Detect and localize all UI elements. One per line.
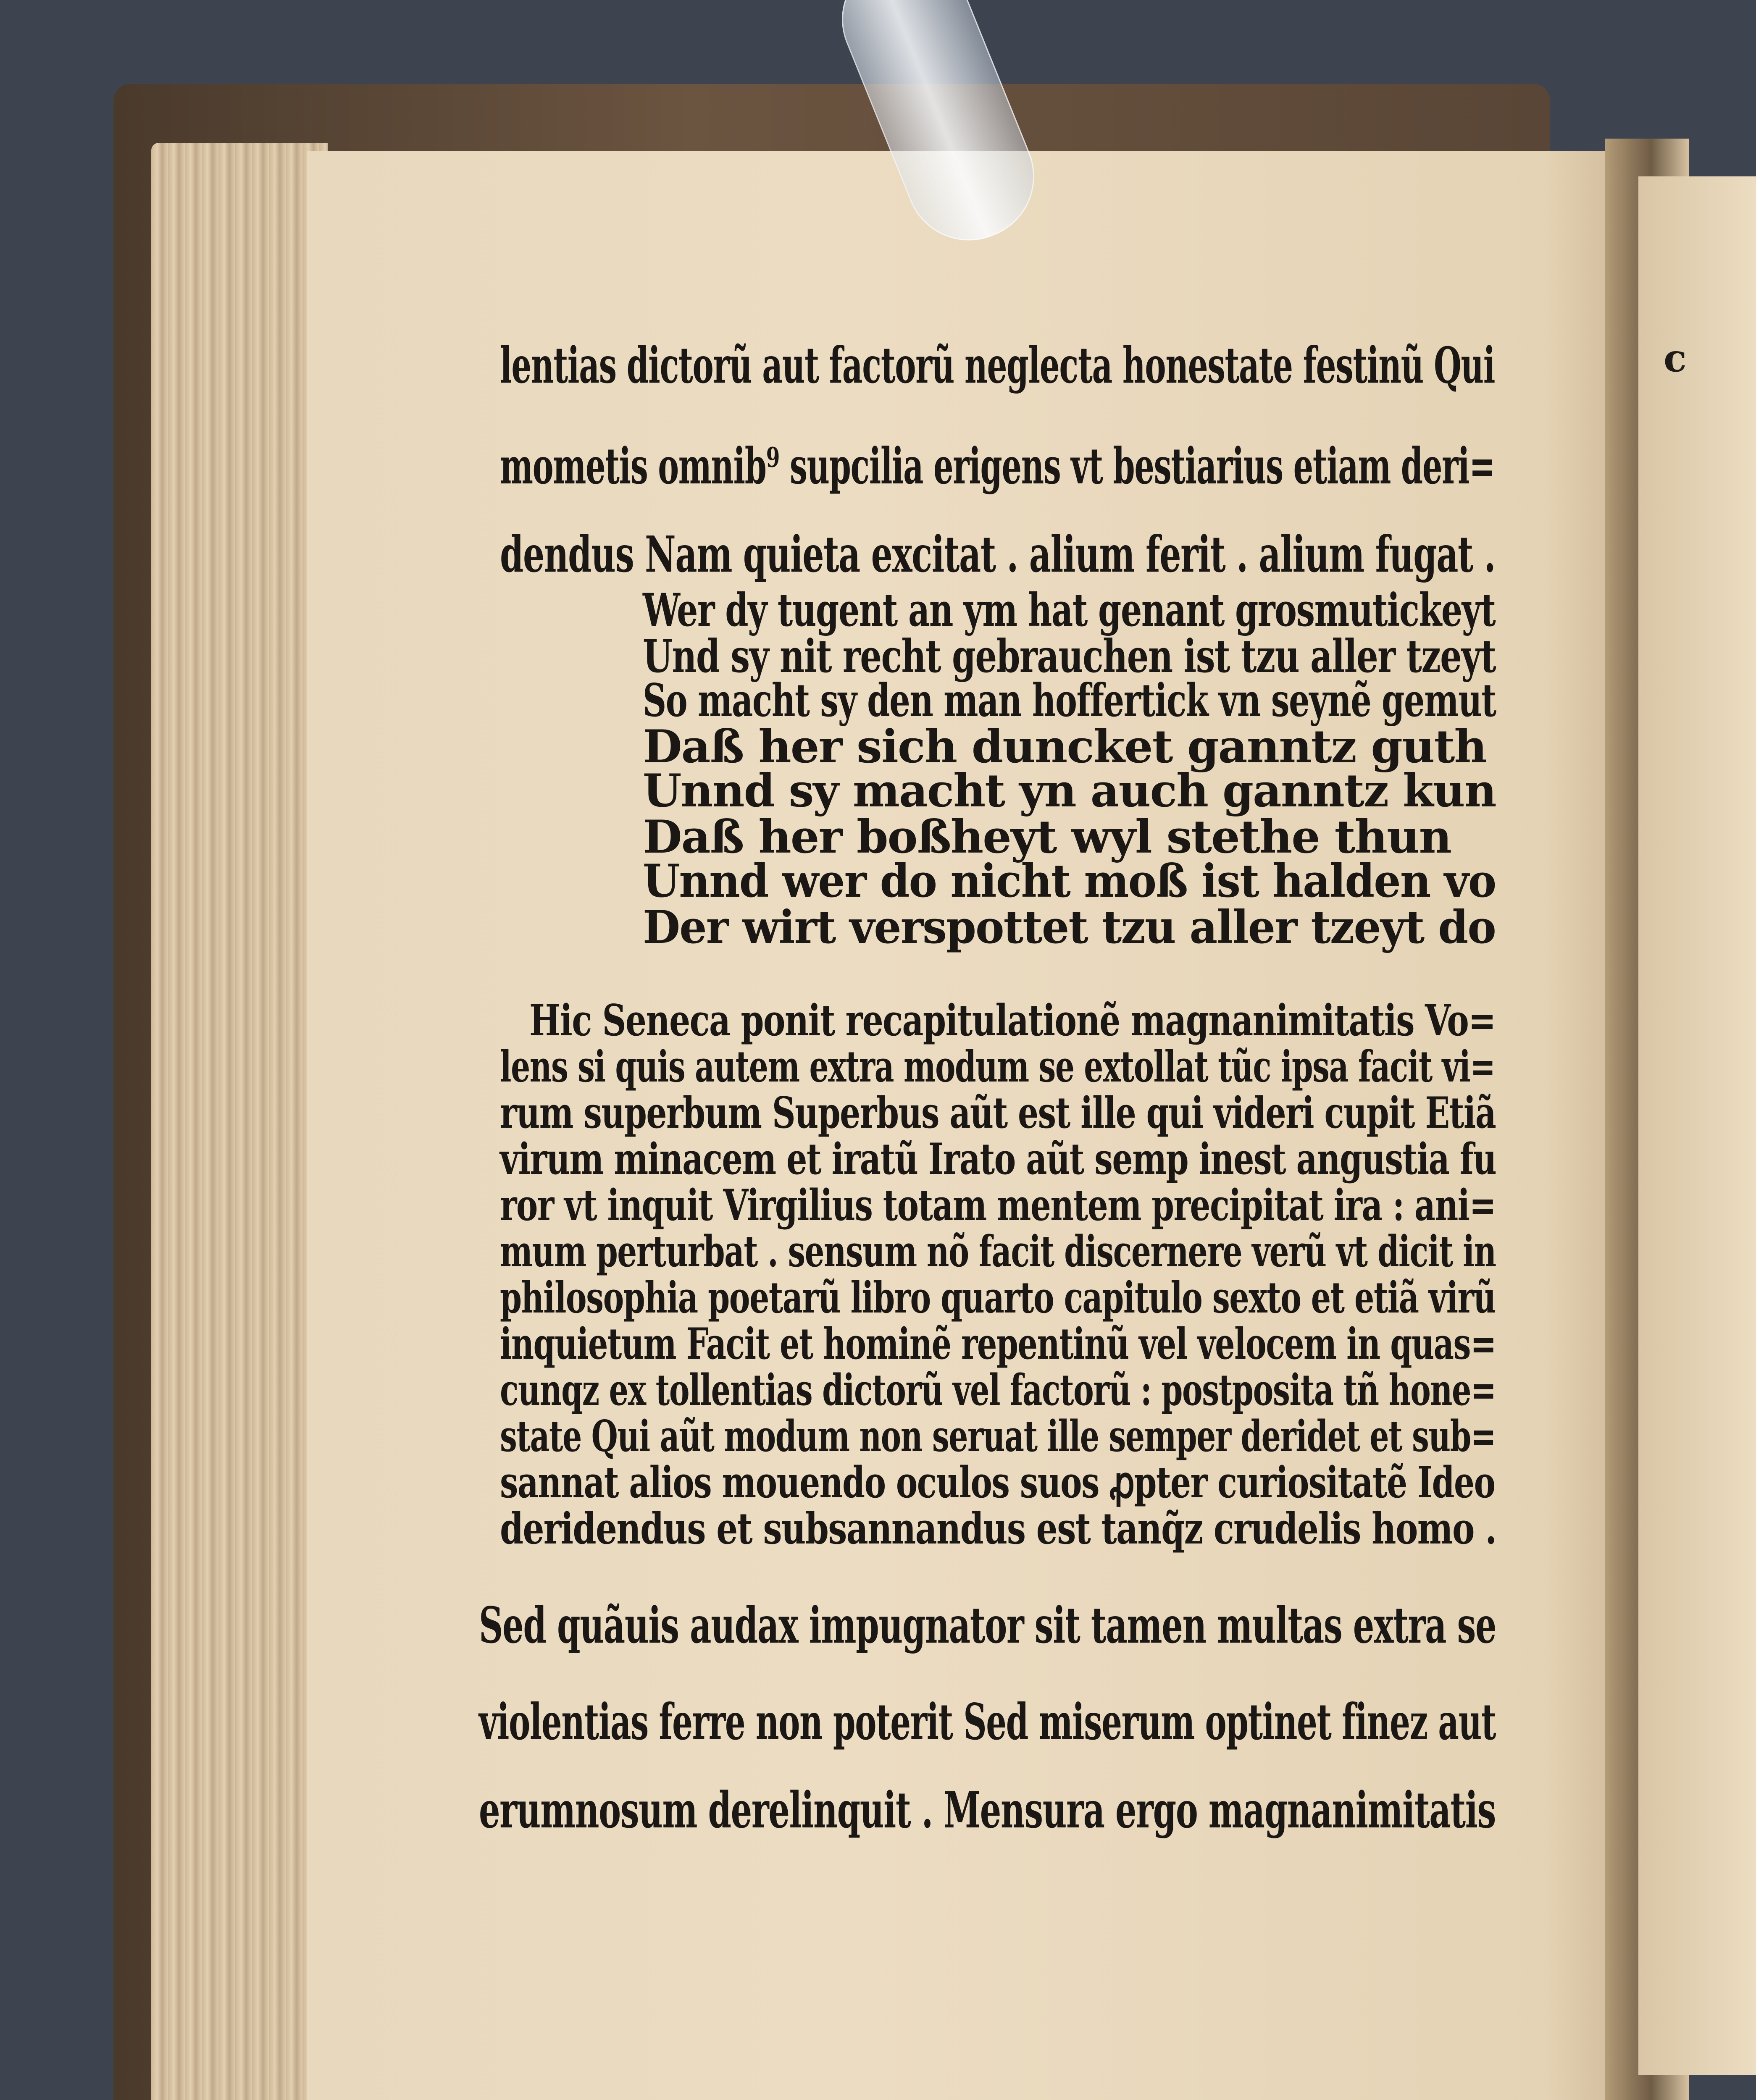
verse-line: Und sy nit recht gebrauchen ist tzu aller tzeyt [643, 630, 1496, 683]
text-line: erumnosum derelinquit . Mensura ergo magnanimitatis [479, 1781, 1496, 1839]
commentary-line: lens si quis autem extra modum se extollat tũc ipsa facit vi= [500, 1042, 1495, 1092]
commentary-line: deridendus et subsannandus est tanq̃z crudelis homo . [500, 1504, 1496, 1554]
commentary-line: sannat alios mouendo oculos suos ꝓpter curiositatẽ Ideo [500, 1457, 1495, 1508]
text-line: violentias ferre non poterit Sed miserum optinet finez aut [479, 1693, 1496, 1751]
commentary-line: mum perturbat . sensum nõ facit discernere verũ vt dicit in [500, 1226, 1496, 1277]
verse-line: Daß her boßheyt wyl stethe thun [643, 811, 1451, 864]
right-page [1638, 176, 1756, 2075]
commentary-line: virum minacem et iratũ Irato aũt semp inest angustia fu [500, 1134, 1496, 1184]
commentary-line: philosophia poetarũ libro quarto capitulo sexto et etiã virũ [500, 1273, 1496, 1323]
verse-line: Wer dy tugent an ym hat genant grosmutickeyt [643, 584, 1496, 637]
commentary-line: state Qui aũt modum non seruat ille semper deridet et sub= [500, 1411, 1496, 1462]
verse-line: Unnd wer do nicht moß ist halden vo [643, 855, 1496, 908]
verse-line: So macht sy den man hoffertick vn seynẽ gemut [643, 674, 1496, 727]
verse-line: Der wirt verspottet tzu aller tzeyt do [643, 901, 1496, 954]
right-page-fragment: c [1664, 336, 1687, 381]
verse-line: Daß her sich duncket ganntz guth [643, 720, 1486, 773]
text-line: dendus Nam quieta excitat . alium ferit . alium fugat . [500, 525, 1496, 583]
page-edges [151, 143, 328, 2100]
commentary-line: ror vt inquit Virgilius totam mentem precipitat ira : ani= [500, 1180, 1496, 1231]
text-line: lentias dictorũ aut factorũ neglecta honestate festinũ Qui [500, 336, 1495, 394]
commentary-line: inquietum Facit et hominẽ repentinũ vel velocem in quas= [500, 1319, 1496, 1369]
verse-line: Unnd sy macht yn auch ganntz kun [643, 764, 1496, 817]
commentary-line: cunqz ex tollentias dictorũ vel factorũ : postposita tñ hone= [500, 1365, 1496, 1415]
text-line: Sed quãuis audax impugnator sit tamen multas extra se [479, 1596, 1496, 1654]
commentary-line: Hic Seneca ponit recapitulationẽ magnanimitatis Vo= [529, 995, 1496, 1046]
text-line: mometis omnib⁹ supcilia erigens vt bestiarius etiam deri= [500, 437, 1495, 495]
commentary-line: rum superbum Superbus aũt est ille qui videri cupit Etiã [500, 1088, 1496, 1138]
